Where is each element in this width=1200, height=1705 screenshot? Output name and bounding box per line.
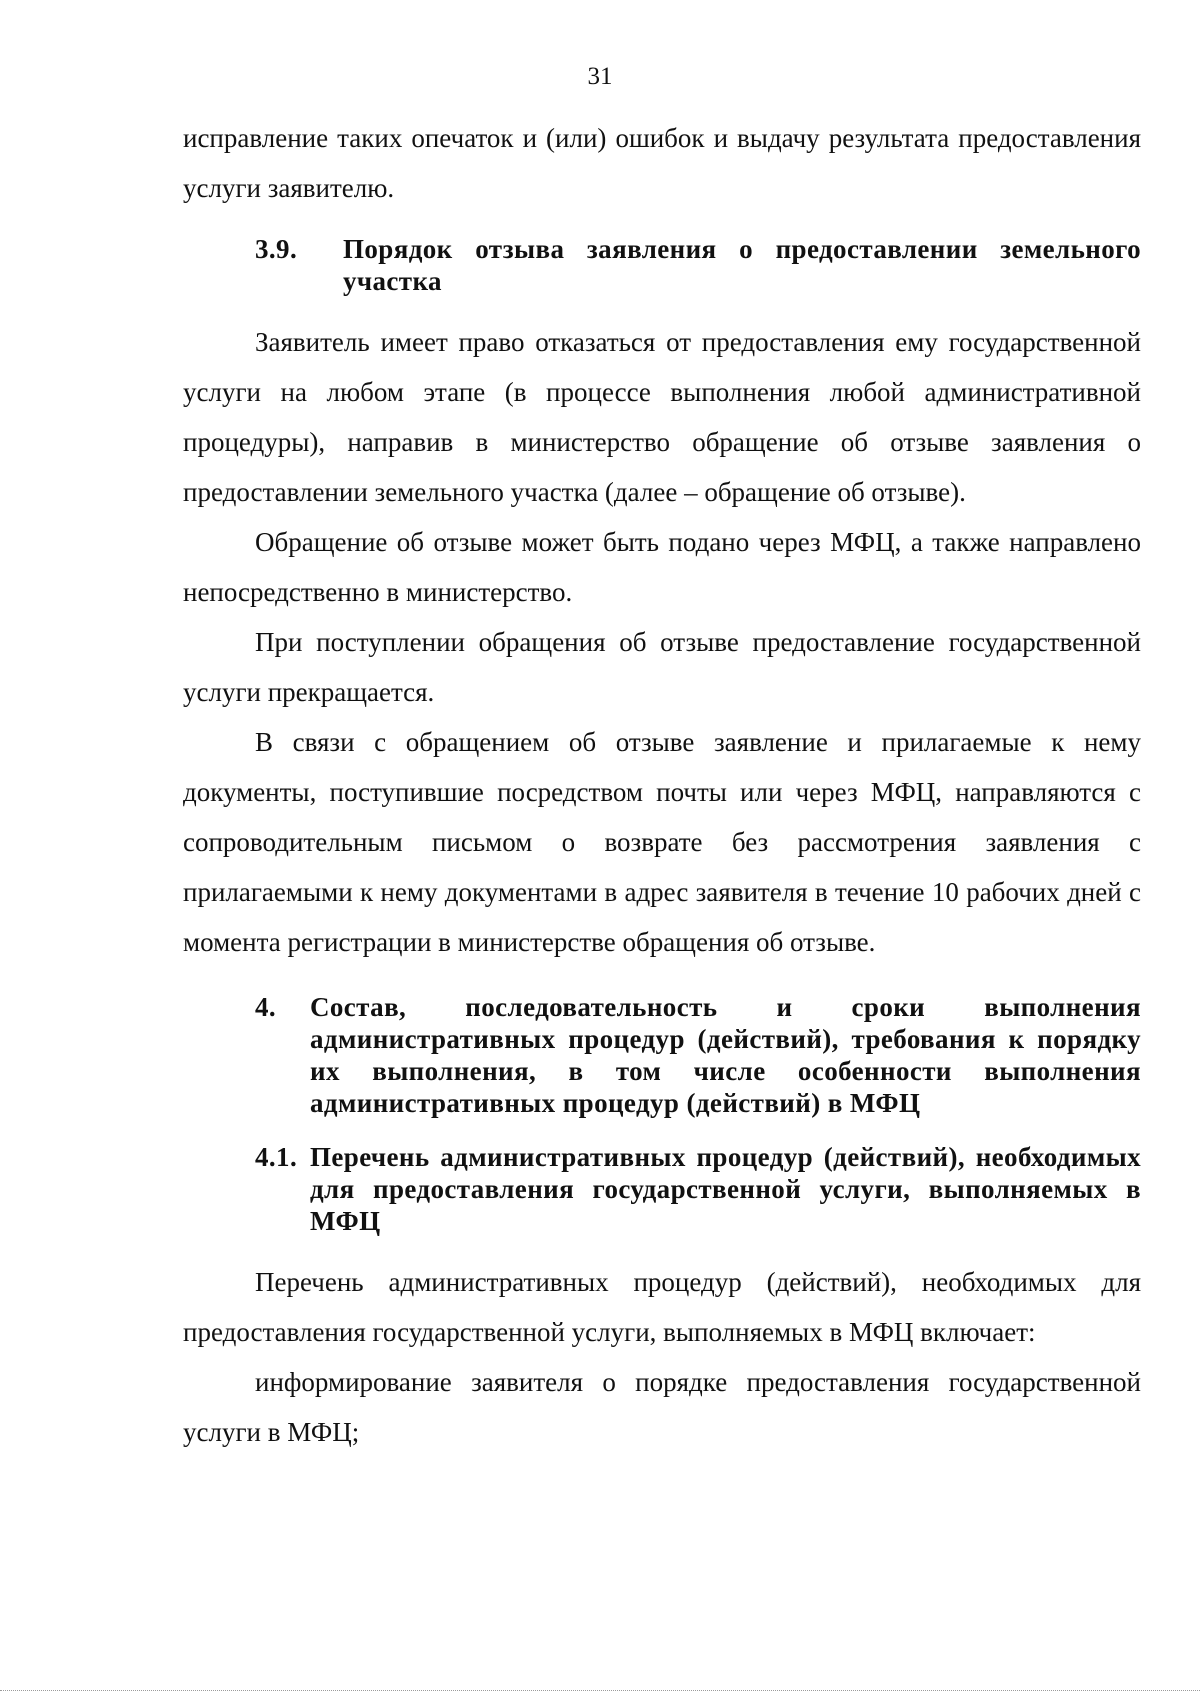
section-title: Перечень административных процедур (действий), необходимых для предоставления государственной услуги, выполняемых в МФЦ (310, 1142, 1141, 1236)
paragraph: исправление таких опечаток и (или) ошибок и выдачу результата предоставления услуги заявителю. (183, 123, 1141, 203)
paragraph: При поступлении обращения об отзыве предоставление государственной услуги прекращается. (183, 627, 1141, 707)
section-title: Состав, последовательность и сроки выполнения административных процедур (действий), требования к порядку их выполнения, в том числе особенности выполнения административных процедур (действий) в МФЦ (310, 992, 1141, 1118)
section-number: 4. (255, 992, 277, 1022)
paragraph: Обращение об отзыве может быть подано через МФЦ, а также направлено непосредственно в министерство. (183, 527, 1141, 607)
section-heading-4 (183, 991, 1141, 1119)
section-number: 4.1. (255, 1142, 298, 1172)
section-heading-4-1 (183, 1141, 1141, 1237)
document-body (183, 113, 1141, 1457)
scan-edge-line (0, 1690, 1200, 1691)
section-number: 3.9. (255, 234, 298, 264)
section-title: Порядок отзыва заявления о предоставлении земельного участка (343, 234, 1141, 296)
page-number: 31 (587, 63, 613, 90)
paragraph: Перечень административных процедур (действий), необходимых для предоставления государственной услуги, выполняемых в МФЦ включает: (183, 1267, 1141, 1347)
paragraph: Заявитель имеет право отказаться от предоставления ему государственной услуги на любом этапе (в процессе выполнения любой административной процедуры), направив в министерство обращение об отзыве заявления о предоставлении земельного участка (далее – обращение об отзыве). (183, 327, 1141, 507)
paragraph: информирование заявителя о порядке предоставления государственной услуги в МФЦ; (183, 1367, 1141, 1447)
paragraph: В связи с обращением об отзыве заявление и прилагаемые к нему документы, поступившие посредством почты или через МФЦ, направляются с сопроводительным письмом о возврате без рассмотрения заявления с прилагаемыми к нему документами в адрес заявителя в течение 10 рабочих дней с момента регистрации в министерстве обращения об отзыве. (183, 727, 1141, 957)
section-heading-3-9 (183, 233, 1141, 297)
